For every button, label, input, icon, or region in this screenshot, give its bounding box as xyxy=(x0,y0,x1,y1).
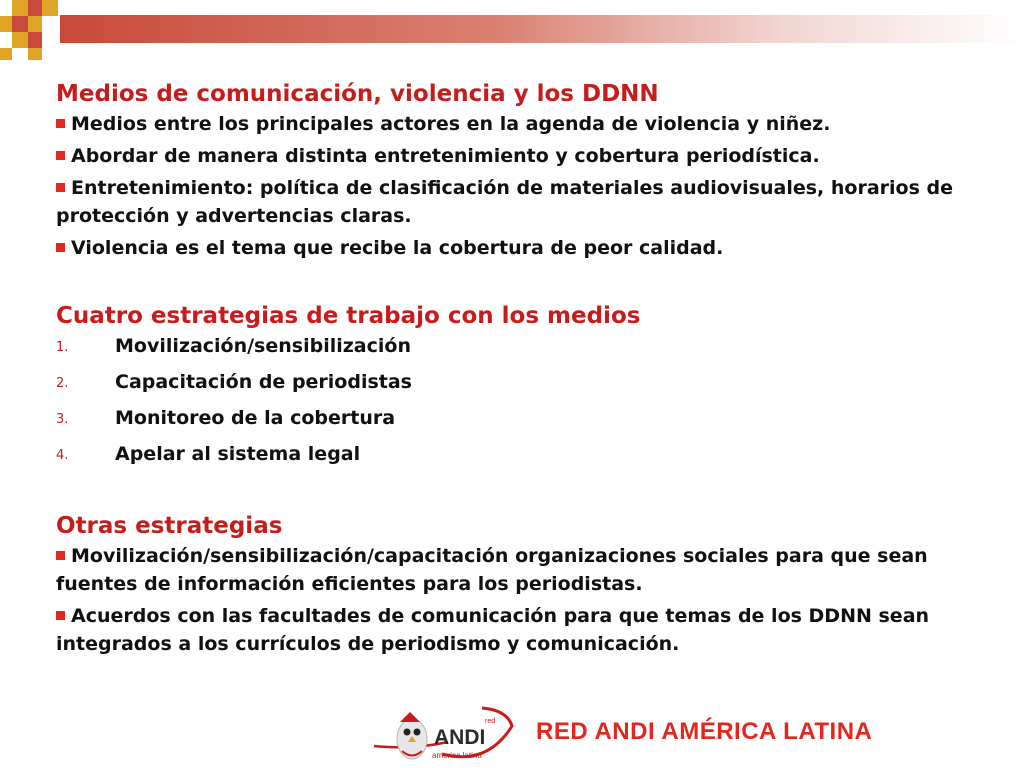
deco-square xyxy=(0,48,12,60)
bullet-text: Violencia es el tema que recibe la cobertura de peor calidad. xyxy=(71,237,724,259)
deco-square xyxy=(12,0,28,16)
deco-square xyxy=(28,32,42,48)
bullet-square-icon xyxy=(56,551,65,560)
bullet-item xyxy=(56,174,996,230)
bullet-item xyxy=(56,110,996,138)
item-number: 2. xyxy=(56,376,69,391)
section3-heading: Otras estrategias xyxy=(56,513,283,539)
bullet-text: Acuerdos con las facultades de comunicación para que temas de los DDNN sean integrados a los currículos de periodismo y comunicación. xyxy=(56,605,930,655)
numbered-item xyxy=(56,368,996,398)
deco-square xyxy=(28,16,42,32)
bullet-item xyxy=(56,142,996,170)
bullet-square-icon xyxy=(56,243,65,252)
logo-small-text: red xyxy=(485,718,496,725)
bullet-square-icon xyxy=(56,119,65,128)
deco-square xyxy=(42,0,58,16)
bullet-square-icon xyxy=(56,151,65,160)
bullet-square-icon xyxy=(56,183,65,192)
deco-square xyxy=(28,0,42,16)
red-andi-logo xyxy=(372,706,522,768)
bullet-text: Movilización/sensibilización/capacitación organizaciones sociales para que sean fuentes de información eficientes para los periodistas. xyxy=(56,545,928,595)
bullet-item xyxy=(56,234,996,262)
item-text: Apelar al sistema legal xyxy=(115,443,361,465)
item-text: Capacitación de periodistas xyxy=(115,371,412,393)
deco-square xyxy=(12,16,28,32)
deco-square xyxy=(12,32,28,48)
deco-square xyxy=(28,48,42,60)
bullet-text: Abordar de manera distinta entretenimiento y cobertura periodística. xyxy=(71,145,820,167)
numbered-item xyxy=(56,332,996,362)
footer-title: RED ANDI AMÉRICA LATINA xyxy=(536,718,873,745)
item-text: Monitoreo de la cobertura xyxy=(115,407,396,429)
item-number: 3. xyxy=(56,412,69,427)
item-text: Movilización/sensibilización xyxy=(115,335,411,357)
bullet-item xyxy=(56,542,996,598)
deco-square xyxy=(0,16,12,32)
section1-heading: Medios de comunicación, violencia y los DDNN xyxy=(56,81,659,107)
header-decoration xyxy=(0,0,1024,60)
numbered-item xyxy=(56,440,996,470)
slide-content xyxy=(56,78,996,662)
numbered-item xyxy=(56,404,996,434)
bullet-text: Entretenimiento: política de clasificación de materiales audiovisuales, horarios de protección y advertencias claras. xyxy=(56,177,953,227)
bullet-item xyxy=(56,602,996,658)
section2-heading: Cuatro estrategias de trabajo con los medios xyxy=(56,303,641,329)
logo-word: ANDI xyxy=(434,726,486,749)
item-number: 4. xyxy=(56,448,69,463)
logo-tagline: america latina xyxy=(432,751,482,760)
bullet-text: Medios entre los principales actores en la agenda de violencia y niñez. xyxy=(71,113,831,135)
bullet-square-icon xyxy=(56,611,65,620)
header-gradient-bar xyxy=(60,15,1024,43)
item-number: 1. xyxy=(56,340,69,355)
